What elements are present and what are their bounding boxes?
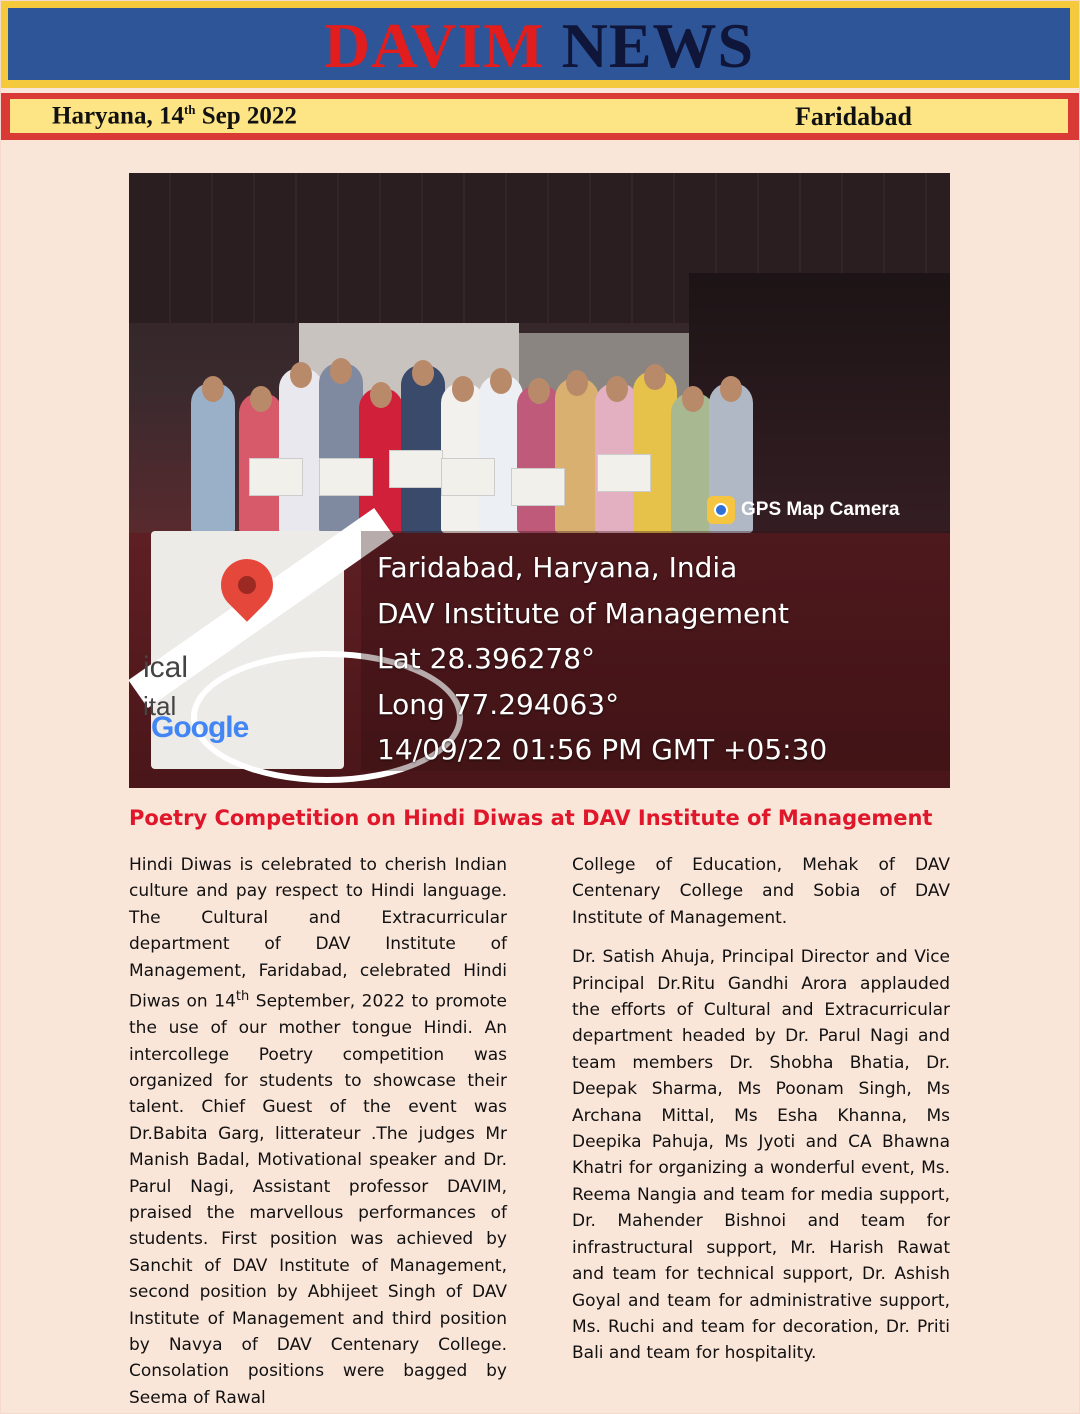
photo-certificate: [249, 458, 303, 496]
photo-certificate: [319, 458, 373, 496]
masthead-title-news: NEWS: [561, 10, 755, 81]
geotag-timestamp: 14/09/22 01:56 PM GMT +05:30: [377, 733, 828, 766]
photo-person: [555, 378, 599, 533]
photo-person-head: [250, 386, 272, 412]
photo-person-head: [290, 362, 312, 388]
issue-date-prefix: Haryana, 14: [52, 102, 184, 130]
gps-badge-label: GPS Map Camera: [741, 499, 900, 520]
photo-person: [279, 368, 323, 533]
photo-person-head: [566, 370, 588, 396]
photo-person-head: [606, 376, 628, 402]
photo-person-head: [202, 376, 224, 402]
photo-person: [319, 363, 363, 533]
photo-person: [191, 383, 235, 533]
issue-date-suffix: Sep 2022: [195, 102, 297, 130]
photo-person: [401, 365, 445, 533]
gps-camera-icon: [707, 496, 735, 524]
geotag-text: [377, 545, 827, 773]
masthead-title-davim: DAVIM: [323, 10, 545, 81]
issue-date-sup: th: [183, 102, 196, 117]
photo-certificate: [389, 450, 443, 488]
article-column-right: [572, 852, 950, 1367]
article-paragraph: College of Education, Mehak of DAV Centenary College and Sobia of DAV Institute of Management.: [572, 855, 950, 928]
masthead-title: [323, 10, 755, 81]
google-logo: Google: [151, 711, 249, 744]
photo-person-head: [528, 378, 550, 404]
map-label: ital: [143, 691, 177, 721]
photo-person-head: [330, 358, 352, 384]
photo-group: [179, 358, 759, 533]
photo-person-head: [412, 360, 434, 386]
photo-person-head: [682, 386, 704, 412]
geotag-place: DAV Institute of Management: [377, 596, 790, 630]
geotag-latitude: Lat 28.396278°: [377, 642, 596, 675]
article-text: Hindi Diwas is celebrated to cherish Indian culture and pay respect to Hindi language. The Cultural and Extracurricular department of DAV Institute of Management, Faridabad, celebrated Hindi Diwas on 14: [129, 855, 507, 1012]
geotag-location: Faridabad, Haryana, India: [377, 551, 738, 584]
article-column-left: [129, 852, 507, 1411]
event-photo: [129, 173, 950, 788]
photo-person-head: [490, 368, 512, 394]
photo-certificate: [441, 458, 495, 496]
dateline-bar: [0, 93, 1080, 140]
photo-person-head: [720, 376, 742, 402]
photo-certificate: [511, 468, 565, 506]
dateline-inner: [10, 99, 1068, 133]
photo-person-head: [370, 382, 392, 408]
photo-person-head: [452, 376, 474, 402]
map-thumbnail: [143, 531, 344, 769]
article-headline: Poetry Competition on Hindi Diwas at DAV Institute of Management: [129, 806, 933, 830]
gps-map-camera-badge: [707, 495, 899, 525]
masthead-banner: [8, 8, 1070, 80]
map-label: ical: [143, 651, 189, 684]
issue-date: [52, 102, 297, 130]
article-text-sup: th: [235, 989, 250, 1005]
photo-certificate: [597, 454, 651, 492]
issue-location: Faridabad: [794, 102, 912, 131]
photo-person-head: [644, 364, 666, 390]
article-paragraph: [129, 852, 507, 1411]
masthead: [0, 0, 1080, 88]
article-paragraph: Dr. Satish Ahuja, Principal Director and Vice Principal Dr.Ritu Gandhi Arora applauded the efforts of Cultural and Extracurricular department headed by Dr. Parul Nagi and team members Dr. Shobha Bhatia, Dr. Deepak Sharma, Ms Poonam Singh, Ms Archana Mittal, Ms Esha Khanna, Ms Deepika Pahuja, Ms Jyoti and CA Bhawna Khatri for organizing a wonderful event, Ms. Reema Nangia and team for media support, Dr. Mahender Bishnoi and team for infrastructural support, Mr. Harish Rawat and team for technical support, Dr. Ashish Goyal and team for administrative support, Ms. Ruchi and team for decoration, Dr. Priti Bali and team for hospitality.: [572, 947, 950, 1364]
article-text: September, 2022 to promote the use of our mother tongue Hindi. An intercollege Poetry competition was organized for students to showcase their talent. Chief Guest of the event was Dr.Babita Garg, litterateur .The judges Mr Manish Badal, Motivational speaker and Dr. Parul Nagi, Assistant professor DAVIM, praised the marvellous performances of students. First position was achieved by Sanchit of DAV Institute of Management, second position by Abhijeet Singh of DAV Institute of Management and third position by Navya of DAV Centenary College. Consolation positions were bagged by Seema of Rawal: [129, 991, 507, 1408]
geotag-longitude: Long 77.294063°: [377, 687, 620, 721]
